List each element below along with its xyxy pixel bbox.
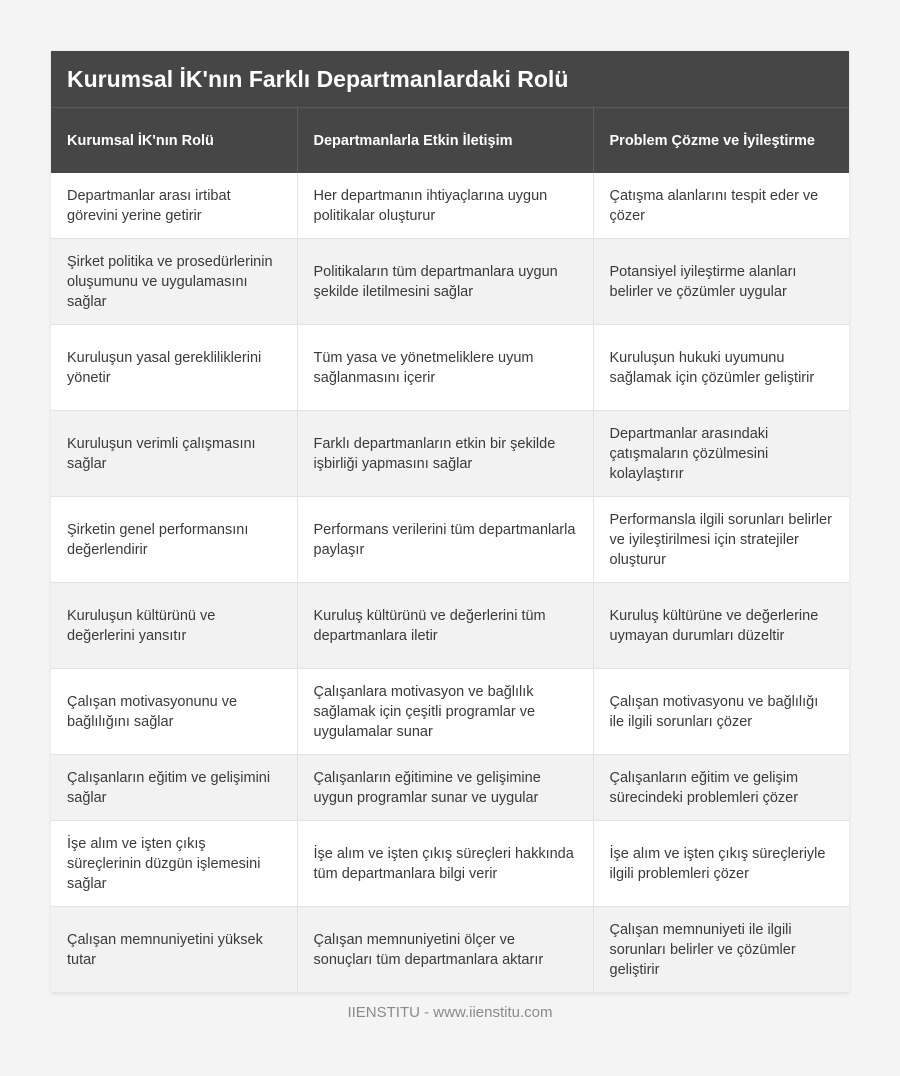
table-cell: Çalışan memnuniyetini ölçer ve sonuçları tüm departmanlara aktarır [297,907,593,993]
table-cell: Politikaların tüm departmanlara uygun şekilde iletilmesini sağlar [297,239,593,325]
table-row [51,821,849,907]
header-row [51,108,849,173]
table-row [51,411,849,497]
table-cell: Çalışan motivasyonu ve bağlılığı ile ilgili sorunları çözer [593,669,849,755]
table-cell: Çalışanlara motivasyon ve bağlılık sağlamak için çeşitli programlar ve uygulamalar sunar [297,669,593,755]
column-header-problem-solving: Problem Çözme ve İyileştirme [593,108,849,173]
table-cell: İşe alım ve işten çıkış süreçleri hakkında tüm departmanlara bilgi verir [297,821,593,907]
table-cell: Tüm yasa ve yönetmeliklere uyum sağlanmasını içerir [297,325,593,411]
footer-credit: IIENSTITU - www.iienstitu.com [347,1004,553,1021]
column-header-communication: Departmanlarla Etkin İletişim [297,108,593,173]
table-cell: Çalışanların eğitim ve gelişim sürecindeki problemleri çözer [593,755,849,821]
table-cell: İşe alım ve işten çıkış süreçlerinin düzgün işlemesini sağlar [51,821,297,907]
table-cell: Çalışan memnuniyetini yüksek tutar [51,907,297,993]
table-cell: Performans verilerini tüm departmanlarla paylaşır [297,497,593,583]
table-cell: Çatışma alanlarını tespit eder ve çözer [593,173,849,239]
table-cell: Çalışanların eğitim ve gelişimini sağlar [51,755,297,821]
table-cell: İşe alım ve işten çıkış süreçleriyle ilgili problemleri çözer [593,821,849,907]
table-row [51,325,849,411]
table-row [51,497,849,583]
table-card [51,51,849,993]
table-cell: Şirket politika ve prosedürlerinin oluşumunu ve uygulamasını sağlar [51,239,297,325]
table-row [51,907,849,993]
table-cell: Performansla ilgili sorunları belirler ve iyileştirilmesi için stratejiler oluşturur [593,497,849,583]
table-cell: Kuruluş kültürünü ve değerlerini tüm departmanlara iletir [297,583,593,669]
table-cell: Çalışan memnuniyeti ile ilgili sorunları belirler ve çözümler geliştirir [593,907,849,993]
table-cell: Çalışan motivasyonunu ve bağlılığını sağlar [51,669,297,755]
table-cell: Kuruluşun hukuki uyumunu sağlamak için çözümler geliştirir [593,325,849,411]
table-cell: Departmanlar arası irtibat görevini yerine getirir [51,173,297,239]
table-cell: Kuruluşun kültürünü ve değerlerini yansıtır [51,583,297,669]
table-cell: Departmanlar arasındaki çatışmaların çözülmesini kolaylaştırır [593,411,849,497]
column-header-role: Kurumsal İK'nın Rolü [51,108,297,173]
hr-roles-table [51,108,849,993]
table-cell: Kuruluşun verimli çalışmasını sağlar [51,411,297,497]
table-row [51,173,849,239]
table-cell: Her departmanın ihtiyaçlarına uygun politikalar oluşturur [297,173,593,239]
table-cell: Kuruluşun yasal gerekliliklerini yönetir [51,325,297,411]
table-cell: Kuruluş kültürüne ve değerlerine uymayan durumları düzeltir [593,583,849,669]
table-cell: Şirketin genel performansını değerlendirir [51,497,297,583]
table-cell: Çalışanların eğitimine ve gelişimine uygun programlar sunar ve uygular [297,755,593,821]
table-title: Kurumsal İK'nın Farklı Departmanlardaki Rolü [51,51,849,108]
table-cell: Potansiyel iyileştirme alanları belirler ve çözümler uygular [593,239,849,325]
table-row [51,755,849,821]
table-row [51,583,849,669]
table-row [51,669,849,755]
table-row [51,239,849,325]
table-cell: Farklı departmanların etkin bir şekilde işbirliği yapmasını sağlar [297,411,593,497]
